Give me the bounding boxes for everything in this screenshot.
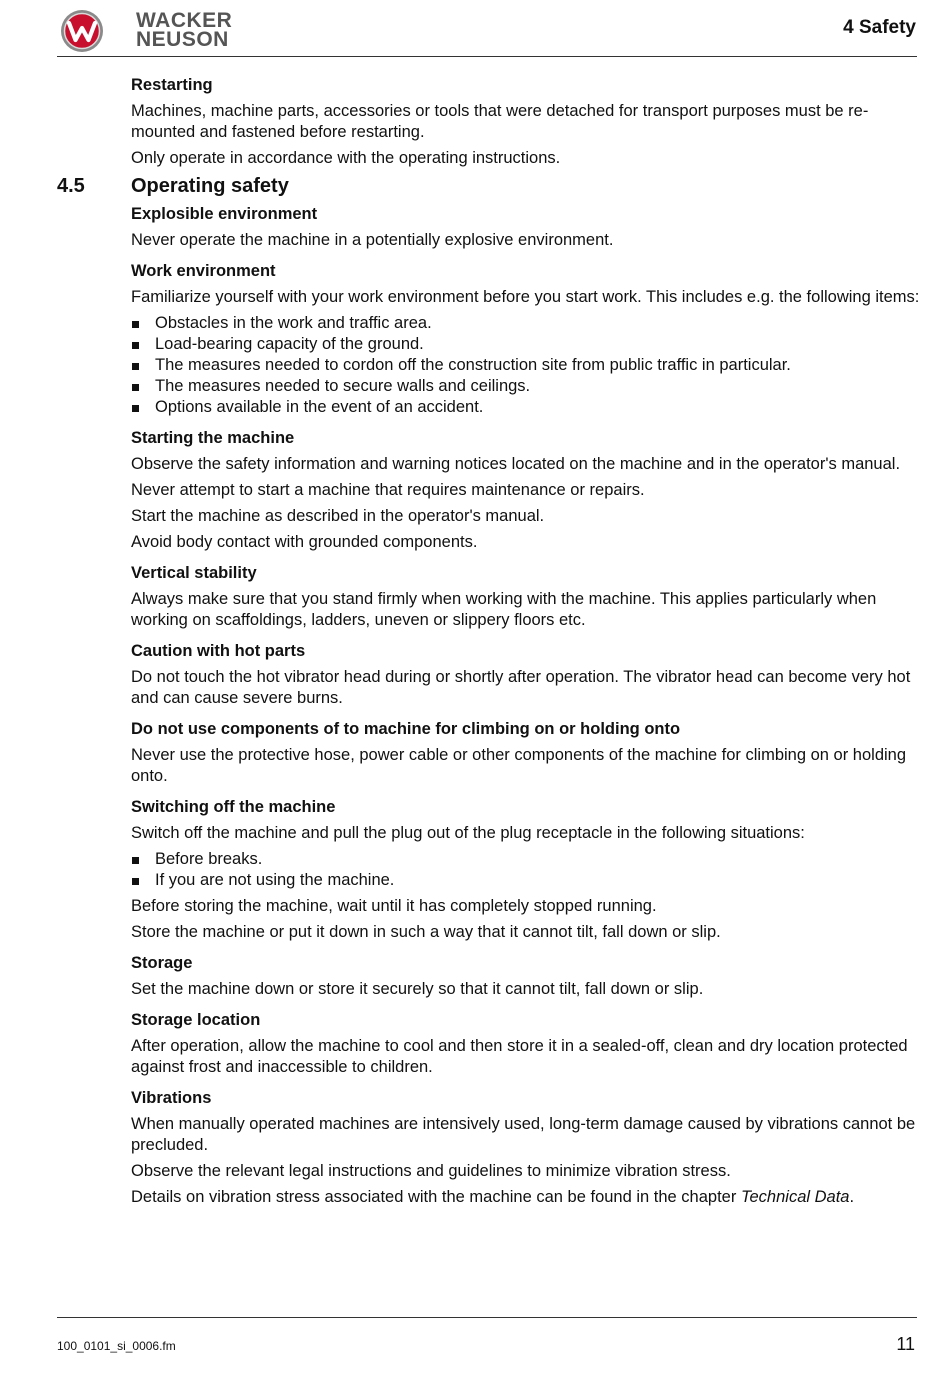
list-item xyxy=(131,376,921,397)
brand-line-2: NEUSON xyxy=(136,28,229,51)
bullet-icon xyxy=(132,857,139,864)
work-environment-list xyxy=(131,313,921,418)
bullet-icon xyxy=(132,384,139,391)
starting-paragraph-4: Avoid body contact with grounded components. xyxy=(131,533,478,551)
bullet-icon xyxy=(132,363,139,370)
bullet-icon xyxy=(132,321,139,328)
list-item-text: Obstacles in the work and traffic area. xyxy=(155,314,432,332)
starting-paragraph-3: Start the machine as described in the operator's manual. xyxy=(131,507,545,525)
work-environment-heading: Work environment xyxy=(131,262,276,280)
list-item xyxy=(131,313,921,334)
list-item xyxy=(131,849,921,870)
explosible-heading: Explosible environment xyxy=(131,205,318,223)
starting-paragraph-1: Observe the safety information and warning notices located on the machine and in the operator's manual. xyxy=(131,455,901,473)
vertical-stability-paragraph: Always make sure that you stand firmly when working with the machine. This applies particularly when working on scaffoldings, ladders, uneven or slippery floors etc. xyxy=(131,590,877,629)
vertical-stability-heading: Vertical stability xyxy=(131,564,257,582)
page-content xyxy=(57,75,921,1213)
section-title: Operating safety xyxy=(131,175,289,197)
header-divider xyxy=(57,56,917,57)
list-item xyxy=(131,870,921,891)
bullet-icon xyxy=(132,405,139,412)
section-heading xyxy=(57,174,921,198)
switching-off-list xyxy=(131,849,921,891)
storage-location-paragraph: After operation, allow the machine to cool and then store it in a sealed-off, clean and dry location protected against frost and inaccessible to children. xyxy=(131,1037,908,1076)
storage-heading: Storage xyxy=(131,954,193,972)
page-header xyxy=(0,0,950,60)
restarting-paragraph-1: Machines, machine parts, accessories or tools that were detached for transport purposes must be re-mounted and fastened before restarting. xyxy=(131,102,869,141)
switching-off-paragraph-3: Store the machine or put it down in such a way that it cannot tilt, fall down or slip. xyxy=(131,923,721,941)
chapter-title: 4 Safety xyxy=(843,17,916,38)
footer-divider xyxy=(57,1317,917,1318)
list-item-text: If you are not using the machine. xyxy=(155,871,395,889)
brand-line-1: WACKER xyxy=(136,9,233,32)
section-number: 4.5 xyxy=(57,175,85,197)
list-item-text: The measures needed to secure walls and ceilings. xyxy=(155,377,531,395)
list-item-text: Options available in the event of an accident. xyxy=(155,398,484,416)
climbing-paragraph: Never use the protective hose, power cable or other components of the machine for climbing on or holding onto. xyxy=(131,746,907,785)
vibrations-heading: Vibrations xyxy=(131,1089,212,1107)
starting-heading: Starting the machine xyxy=(131,429,295,447)
restarting-paragraph-2: Only operate in accordance with the operating instructions. xyxy=(131,149,561,167)
vibrations-paragraph-1: When manually operated machines are intensively used, long-term damage caused by vibrations cannot be precluded. xyxy=(131,1115,916,1154)
footer-filename: 100_0101_si_0006.fm xyxy=(57,1339,176,1353)
bullet-icon xyxy=(132,878,139,885)
starting-paragraph-2: Never attempt to start a machine that requires maintenance or repairs. xyxy=(131,481,645,499)
bullet-icon xyxy=(132,342,139,349)
page-number: 11 xyxy=(896,1334,915,1354)
list-item xyxy=(131,397,921,418)
vibrations-text: Details on vibration stress associated with the machine can be found in the chapter xyxy=(131,1188,741,1206)
list-item xyxy=(131,355,921,376)
hot-parts-paragraph: Do not touch the hot vibrator head during or shortly after operation. The vibrator head can become very hot and can cause severe burns. xyxy=(131,668,911,707)
list-item xyxy=(131,334,921,355)
restarting-heading: Restarting xyxy=(131,76,213,94)
wacker-neuson-logo-icon xyxy=(60,9,104,53)
list-item-text: Before breaks. xyxy=(155,850,263,868)
work-environment-paragraph: Familiarize yourself with your work environment before you start work. This includes e.g. the following items: xyxy=(131,288,920,306)
vibrations-paragraph-3 xyxy=(131,1187,921,1208)
switching-off-paragraph-1: Switch off the machine and pull the plug out of the plug receptacle in the following situations: xyxy=(131,824,805,842)
climbing-heading: Do not use components of to machine for climbing on or holding onto xyxy=(131,720,681,738)
switching-off-heading: Switching off the machine xyxy=(131,798,336,816)
brand-wordmark xyxy=(136,11,246,49)
technical-data-reference: Technical Data xyxy=(740,1188,850,1206)
hot-parts-heading: Caution with hot parts xyxy=(131,642,306,660)
list-item-text: The measures needed to cordon off the construction site from public traffic in particular. xyxy=(155,356,791,374)
list-item-text: Load-bearing capacity of the ground. xyxy=(155,335,424,353)
vibrations-paragraph-2: Observe the relevant legal instructions and guidelines to minimize vibration stress. xyxy=(131,1162,731,1180)
switching-off-paragraph-2: Before storing the machine, wait until it has completely stopped running. xyxy=(131,897,657,915)
vibrations-period: . xyxy=(849,1188,855,1206)
explosible-paragraph: Never operate the machine in a potentially explosive environment. xyxy=(131,231,614,249)
storage-paragraph: Set the machine down or store it securely so that it cannot tilt, fall down or slip. xyxy=(131,980,704,998)
storage-location-heading: Storage location xyxy=(131,1011,261,1029)
